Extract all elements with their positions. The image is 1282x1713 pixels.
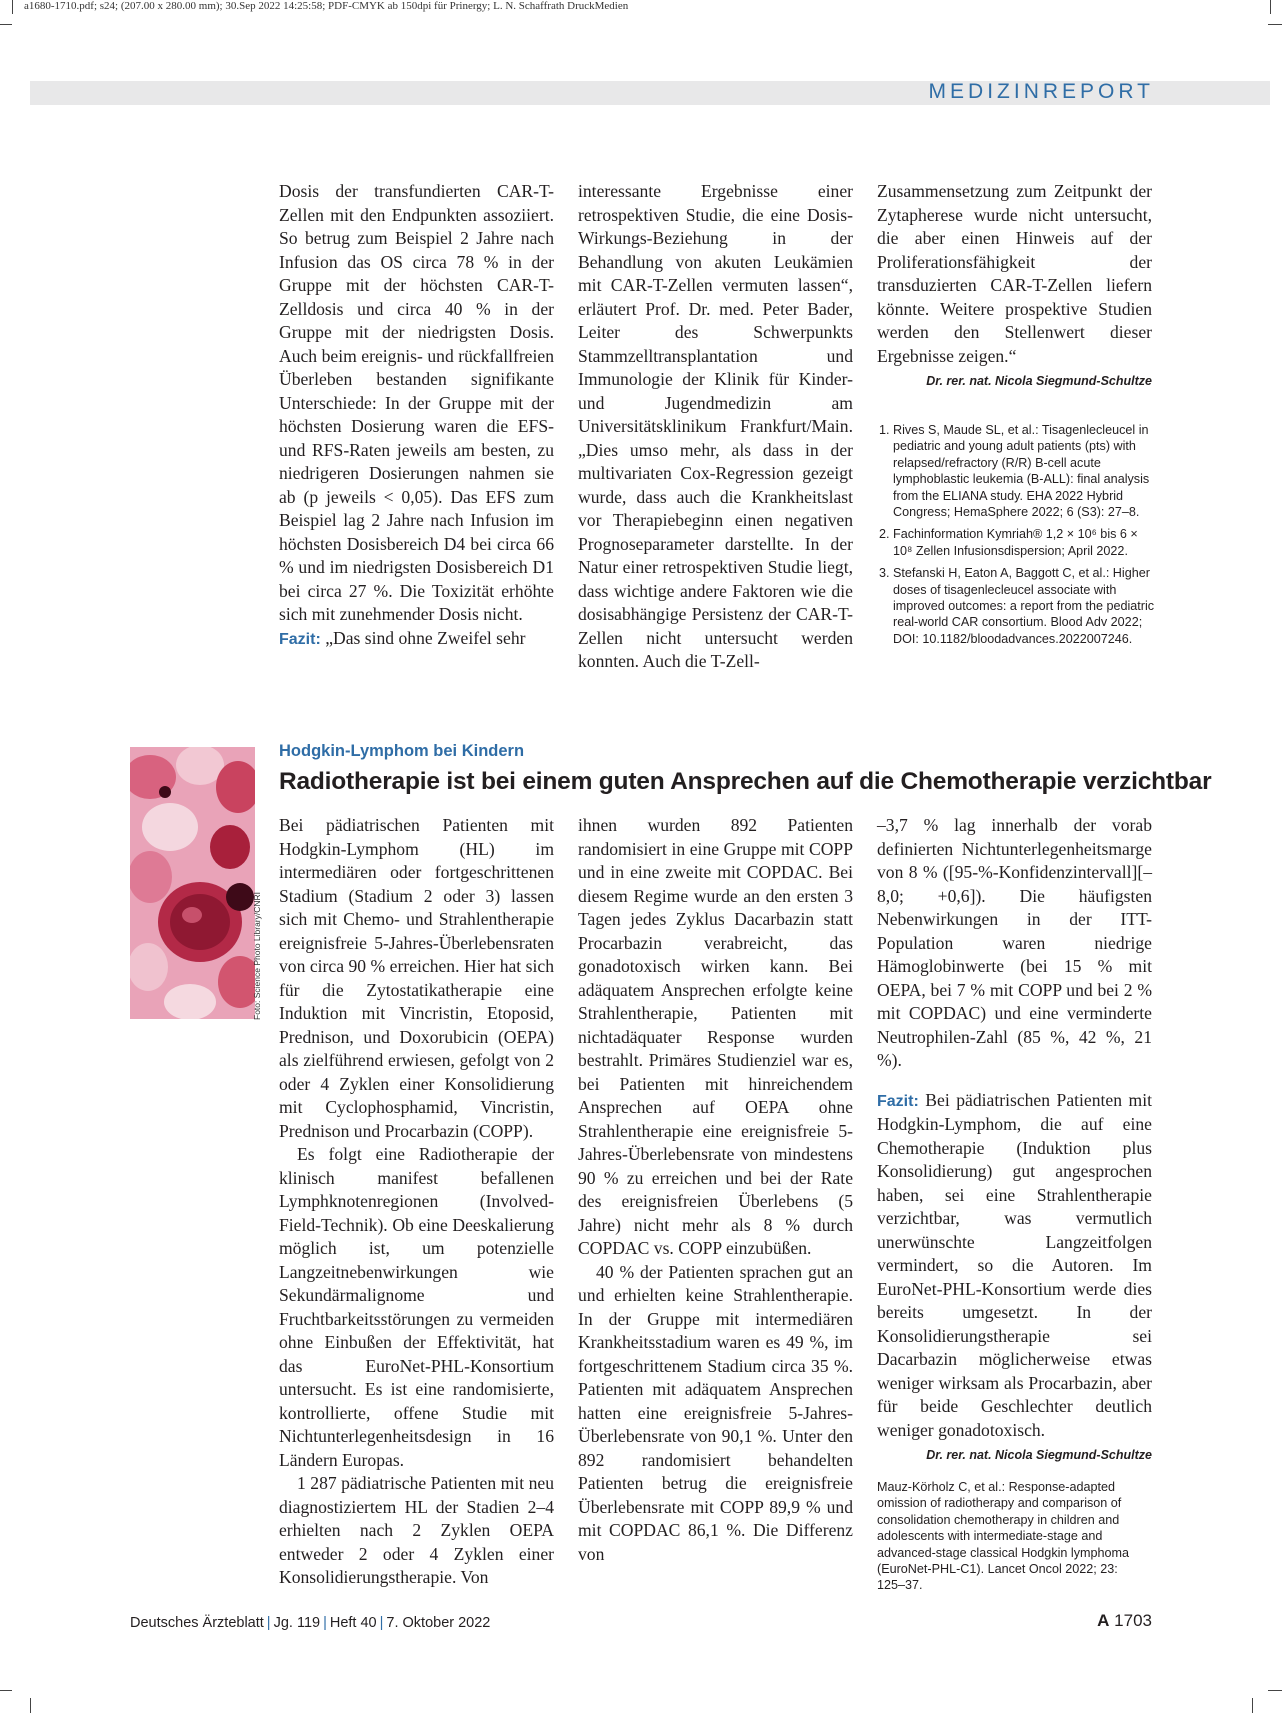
crop-mark (1252, 1698, 1253, 1713)
body-text: Dosis der transfundierten CAR-T-Zellen mit den Endpunkten assoziiert. So betrug zum Beispiel 2 Jahre nach Infusion das OS circa 78 % in der Gruppe mit der höchsten CAR-T-Zelldosis und circa 40 % in der Gruppe mit der niedrigsten Dosis. Auch beim ereignis- und rückfallfreien Überleben bestanden signifikante Unterschiede: In der Gruppe mit der höchsten Dosierung waren die EFS- und RFS-Raten jeweils am besten, zu niedrigeren Dosierungen nahmen sie ab (p jeweils < 0,05). Das EFS zum Beispiel lag 2 Jahre nach Infusion im höchsten Dosisbereich D4 bei circa 66 % und im niedrigsten Dosisbereich D1 bei circa 27 %. Die Toxizität erhöhte sich mit zunehmender Dosis nicht. (279, 181, 554, 624)
article1-column-3 (877, 180, 1152, 394)
article2-column-2 (578, 814, 853, 1566)
issue-date: 7. Oktober 2022 (386, 1615, 491, 1631)
section-label: MEDIZINREPORT (928, 80, 1154, 103)
body-text: interessante Ergebnisse einer retrospektiven Studie, die eine Dosis-Wirkungs-Beziehung in der Behandlung von akuten Leukämien mit CAR-T-Zellen vermuten lassen“, erläutert Prof. Dr. med. Peter Bader, Leiter des Schwerpunkts Stammzelltransplantation und Immunologie der Klinik für Kinder- und Jugendmedizin am Universitätsklinikum Frankfurt/Main. „Dies umso mehr, als dass in der multivariaten Cox-Regression gezeigt wurde, dass auch die Krankheitslast vor Therapiebeginn einen negativen Prognoseparameter darstellte. In der Natur einer retrospektiven Studie liegt, dass wichtige andere Faktoren wie die dosisabhängige Persistenz der CAR-T-Zellen nicht untersucht werden konnten. Auch die T-Zell- (578, 181, 853, 671)
crop-mark (1270, 0, 1271, 14)
fazit-paragraph (279, 627, 554, 652)
crop-mark (12, 0, 13, 14)
reference-item: 2. Fachinformation Kymriah® 1,2 × 10⁶ bis 6 × 10⁸ Zellen Infusionsdispersion; April 2022. (893, 526, 1155, 559)
article2-column-1 (279, 814, 554, 1590)
author-byline: Dr. rer. nat. Nicola Siegmund-Schultze (926, 374, 1152, 388)
reference-item: Mauz-Körholz C, et al.: Response-adapted omission of radiotherapy and comparison of consolidation chemotherapy in children and adolescents with intermediate-stage and advanced-stage classical Hodgkin lymphoma (EuroNet-PHL-C1). Lancet Oncol 2022; 23: 125–37. (877, 1480, 1130, 1593)
author-byline: Dr. rer. nat. Nicola Siegmund-Schultze (926, 1448, 1152, 1462)
print-slug: a1680-1710.pdf; s24; (207.00 x 280.00 mm); 30.Sep 2022 14:25:58; PDF-CMYK ab 150dpi für Prinergy; L. N. Schaffrath DruckMedien (24, 0, 629, 12)
fazit-label: Fazit: (877, 1092, 919, 1110)
issue: Heft 40 (329, 1615, 377, 1631)
crop-mark (1268, 1690, 1282, 1691)
photo-credit: Foto: Science Photo Library/CNRI (252, 891, 262, 1020)
reference-item: 3. Stefanski H, Eaton A, Baggott C, et al.: Higher doses of tisagenlecleucel associate with improved outcomes: a report from the pediatric real-world CAR consortium. Blood Adv 2022; DOI: 10.1182/bloodadvances.2022007246. (893, 565, 1155, 647)
page-number (1097, 1611, 1152, 1631)
crop-mark (1268, 24, 1282, 25)
micrograph-photo (130, 747, 255, 1019)
body-text: ihnen wurden 892 Patienten randomisiert in eine Gruppe mit COPP und in eine zweite mit COPDAC. Bei diesem Regime wurde an den ersten 3 Tagen jedes Zyklus Dacarbazin statt Procarbazin verabreicht, das gonadotoxisch wirken kann. Bei adäquatem Ansprechen erfolgte keine Strahlentherapie, Patienten mit nichtadäquater Response wurden bestrahlt. Primäres Studienziel war es, bei Patienten mit hinreichendem Ansprechen auf OEPA ohne Strahlentherapie eine ereignisfreie 5-Jahres-Überlebensrate von mindestens 90 % zu erreichen und bei der Rate des ereignisfreien Überlebens (5 Jahre) nicht mehr als 8 % durch COPDAC vs. COPP einzubüßen. (578, 815, 853, 1258)
micrograph-illustration (130, 747, 255, 1019)
article1-column-1 (279, 180, 554, 651)
body-text: –3,7 % lag innerhalb der vorab definierten Nichtunterlegenheitsmarge von 8 % ([95-%-Konfidenzintervall][–8,0; +0,6]). Die häufigsten Nebenwirkungen in der ITT-Population waren niedrige Hämoglobinwerte (bei 15 % mit OEPA, bei 7 % mit COPP und bei 2 % mit COPDAC) und eine verminderte Neutrophilen-Zahl (85 %, 42 %, 21 %). (877, 815, 1152, 1070)
body-text: 1 287 pädiatrische Patienten mit neu diagnostiziertem HL der Stadien 2–4 erhielten nach 2 Zyklen OEPA entweder 2 oder 4 Zyklen einer Konsolidierungstherapie. Von (279, 1473, 554, 1587)
crop-mark (0, 24, 12, 25)
reference-item: 1. Rives S, Maude SL, et al.: Tisagenlecleucel in pediatric and young adult patients (pts) with relapsed/refractory (R/R) B-cell acute lymphoblastic leukemia (B-ALL): final analysis from the ELIANA study. EHA 2022 Hybrid Congress; HemaSphere 2022; 6 (S3): 27–8. (893, 422, 1155, 520)
body-text: Zusammensetzung zum Zeitpunkt der Zytapherese wurde nicht untersucht, die aber einen Hinweis auf der Proliferationsfähigkeit der transduzierten CAR-T-Zellen liefern könnte. Weitere prospektive Studien werden den Stellenwert dieser Ergebnisse zeigen.“ (877, 181, 1152, 366)
body-text: Es folgt eine Radiotherapie der klinisch manifest befallenen Lymphknotenregionen (Involved-Field-Technik). Ob eine Deeskalierung möglich ist, um potenzielle Langzeitnebenwirkungen wie Sekundärmalignome und Fruchtbarkeitsstörungen zu vermeiden ohne Einbußen der Effektivität, hat das EuroNet-PHL-Konsortium untersucht. Es ist eine randomisierte, kontrollierte, offene Studie mit Nichtunterlegenheitsdesign in 16 Ländern Europas. (279, 1144, 554, 1470)
article-kicker: Hodgkin-Lymphom bei Kindern (279, 742, 525, 760)
separator: | (266, 1615, 271, 1631)
article2-column-3 (877, 814, 1152, 1468)
fazit-paragraph (877, 1089, 1152, 1443)
article2-reference (877, 1479, 1132, 1594)
journal-name: Deutsches Ärzteblatt (130, 1615, 264, 1631)
separator: | (323, 1615, 327, 1631)
fazit-label: Fazit: (279, 630, 321, 648)
separator: | (379, 1615, 384, 1631)
article1-column-2 (578, 180, 853, 674)
body-text: 40 % der Patienten sprachen gut an und erhielten keine Strahlentherapie. In der Gruppe mit intermediären Krankheitsstadium waren es 49 %, im fortgeschrittenem Stadium circa 35 %. Patienten mit adäquatem Ansprechen hatten eine ereignisfreie 5-Jahres-Überlebensrate von 90,1 %. Unter den 892 randomisiert behandelten Patienten betrug die ereignisfreie Überlebensrate mit COPP 89,9 % und mit COPDAC 86,1 %. Die Differenz von (578, 1261, 853, 1564)
crop-mark (0, 1690, 12, 1691)
page-prefix: A (1097, 1611, 1110, 1630)
article1-references (877, 422, 1155, 653)
article-headline: Radiotherapie ist bei einem guten Ansprechen auf die Chemotherapie verzichtbar (279, 768, 1212, 795)
volume: Jg. 119 (273, 1615, 321, 1631)
crop-mark (30, 1698, 31, 1713)
body-text: „Das sind ohne Zweifel sehr (325, 627, 526, 648)
body-text: Bei pädiatrischen Patienten mit Hodgkin-Lymphom (HL) im intermediären oder fortgeschrittenen Stadium (Stadium 2 oder 3) lassen sich mit Chemo- und Strahlentherapie ereignisfreie 5-Jahres-Überlebensraten von circa 90 % erreichen. Hier hat sich für die Zytostatikatherapie eine Induktion mit Vincristin, Etoposid, Prednison, und Doxorubicin (OEPA) als zielführend erwiesen, gefolgt von 2 oder 4 Zyklen einer Konsolidierung mit Cyclophosphamid, Vincristin, Prednison und Procarbazin (COPP). (279, 815, 554, 1141)
page-number-value: 1703 (1114, 1611, 1152, 1630)
footer-citation (130, 1615, 490, 1631)
body-text: Bei pädiatrischen Patienten mit Hodgkin-Lymphom, die auf eine Chemotherapie (Induktion plus Konsolidierung) gut angesprochen haben, sei eine Strahlentherapie verzichtbar, was vermutlich unerwünschte Langzeitfolgen vermindert, so die Autoren. Im EuroNet-PHL-Konsortium werde dies bereits umgesetzt. In der Konsolidierungstherapie sei Dacarbazin möglicherweise etwas weniger wirksam als Procarbazin, aber für beide Geschlechter deutlich weniger gonadotoxisch. (877, 1089, 1152, 1440)
